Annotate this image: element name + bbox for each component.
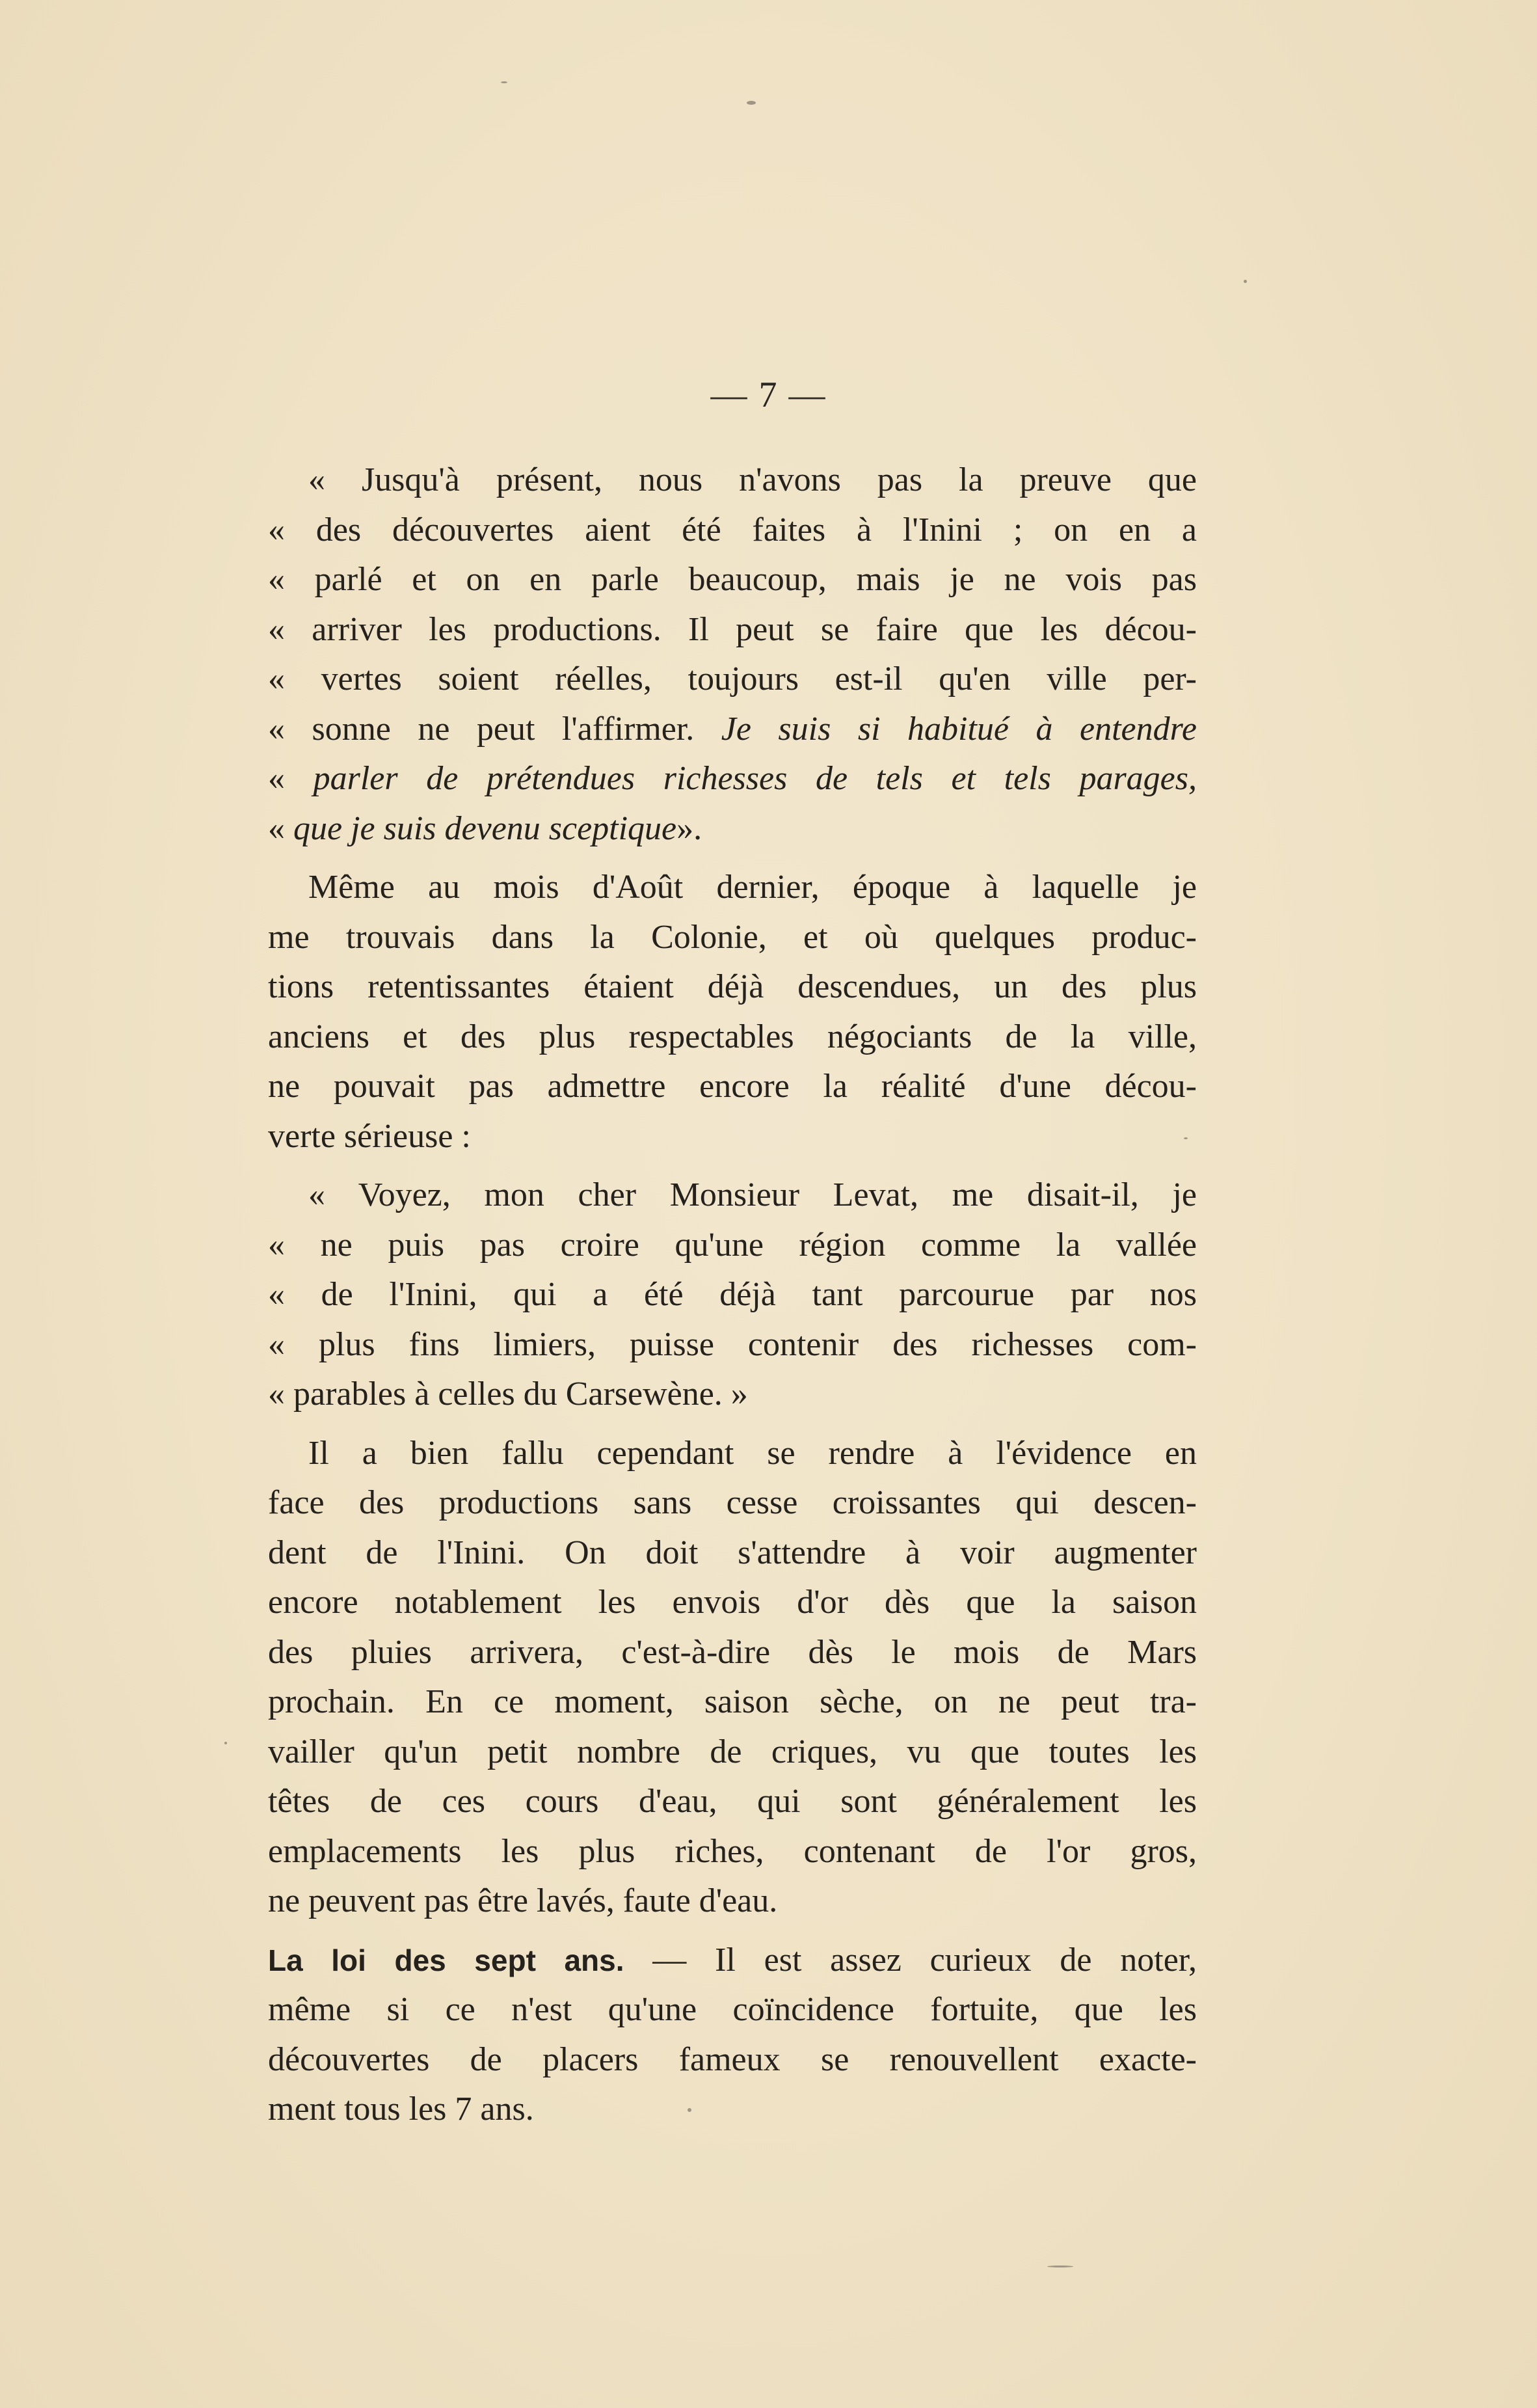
text-line: me trouvais dans la Colonie, et où quelques produc- (268, 918, 1197, 956)
text-line: têtes de ces cours d'eau, qui sont généralement les (268, 1783, 1197, 1820)
text-line: « des découvertes aient été faites à l'Inini ; on en a (268, 511, 1197, 548)
text-line: « de l'Inini, qui a été déjà tant parcourue par nos (268, 1276, 1197, 1313)
paper-speck (501, 81, 507, 83)
text-line: même si ce n'est qu'une coïncidence fortuite, que les (268, 1991, 1197, 2028)
quote-mark: « (268, 760, 285, 797)
paper-speck (1184, 1137, 1188, 1139)
paper-speck (1244, 280, 1247, 283)
text-line (268, 754, 1197, 804)
paper-speck (688, 2108, 691, 2112)
text-line: tions retentissantes étaient déjà descendues, un des plus (268, 968, 1197, 1005)
text-line: ment tous les 7 ans. (268, 2090, 534, 2128)
section-heading: La loi des sept ans. (268, 1943, 624, 1977)
italic-run: parler de prétendues richesses de tels et tels parages, (313, 760, 1197, 797)
text-line: face des productions sans cesse croissantes qui descen- (268, 1484, 1197, 1521)
text-line: encore notablement les envois d'or dès que la saison (268, 1584, 1197, 1621)
text-line: Il a bien fallu cependant se rendre à l'évidence en (308, 1434, 1197, 1472)
text-run: — Il est assez curieux de noter, (652, 1941, 1197, 1979)
italic-run: que je suis devenu sceptique (293, 809, 677, 847)
text-run: « sonne ne peut l'affirmer. (268, 710, 695, 748)
text-line: prochain. En ce moment, saison sèche, on ne peut tra- (268, 1683, 1197, 1720)
paragraph-2 (268, 1429, 1197, 1927)
body-text (268, 455, 1197, 2135)
section-paragraph (268, 1936, 1197, 2135)
text-line: « arriver les productions. Il peut se faire que les décou- (268, 610, 1197, 648)
quote-paragraph-2 (268, 1170, 1197, 1420)
paragraph-1 (268, 863, 1197, 1161)
text-line (268, 804, 1197, 854)
paper-speck (224, 1742, 227, 1744)
text-line: découvertes de placers fameux se renouvellent exacte- (268, 2040, 1197, 2078)
page-number: — 7 — (710, 375, 827, 415)
text-line: Même au mois d'Août dernier, époque à laquelle je (308, 869, 1197, 906)
quote-paragraph-1 (268, 455, 1197, 854)
italic-run: Je suis si habitué à entendre (721, 710, 1197, 748)
text-line: anciens et des plus respectables négociants de la ville, (268, 1018, 1197, 1055)
text-line: des pluies arrivera, c'est-à-dire dès le mois de Mars (268, 1633, 1197, 1671)
text-line: « Jusqu'à présent, nous n'avons pas la preuve que (308, 461, 1197, 498)
text-line: « parables à celles du Carsewène. » (268, 1375, 748, 1413)
text-line (268, 705, 1197, 755)
text-line: vailler qu'un petit nombre de criques, vu que toutes les (268, 1733, 1197, 1770)
text-line: « vertes soient réelles, toujours est-il qu'en ville per- (268, 660, 1197, 697)
paper-speck (747, 101, 756, 105)
text-line: « parlé et on en parle beaucoup, mais je ne vois pas (268, 561, 1197, 598)
text-line: dent de l'Inini. On doit s'attendre à voir augmenter (268, 1534, 1197, 1571)
quote-mark: « (268, 809, 285, 847)
text-line: ne peuvent pas être lavés, faute d'eau. (268, 1882, 778, 1919)
text-line: ne pouvait pas admettre encore la réalité d'une décou- (268, 1068, 1197, 1105)
text-line (268, 1936, 1197, 1986)
quote-close: ». (676, 809, 702, 847)
text-line: verte sérieuse : (268, 1117, 471, 1155)
text-line: « plus fins limiers, puisse contenir des richesses com- (268, 1325, 1197, 1363)
text-line: « Voyez, mon cher Monsieur Levat, me disait-il, je (308, 1176, 1197, 1213)
text-line: emplacements les plus riches, contenant de l'or gros, (268, 1832, 1197, 1870)
paper-speck (1047, 2266, 1073, 2267)
text-line: « ne puis pas croire qu'une région comme la vallée (268, 1226, 1197, 1264)
